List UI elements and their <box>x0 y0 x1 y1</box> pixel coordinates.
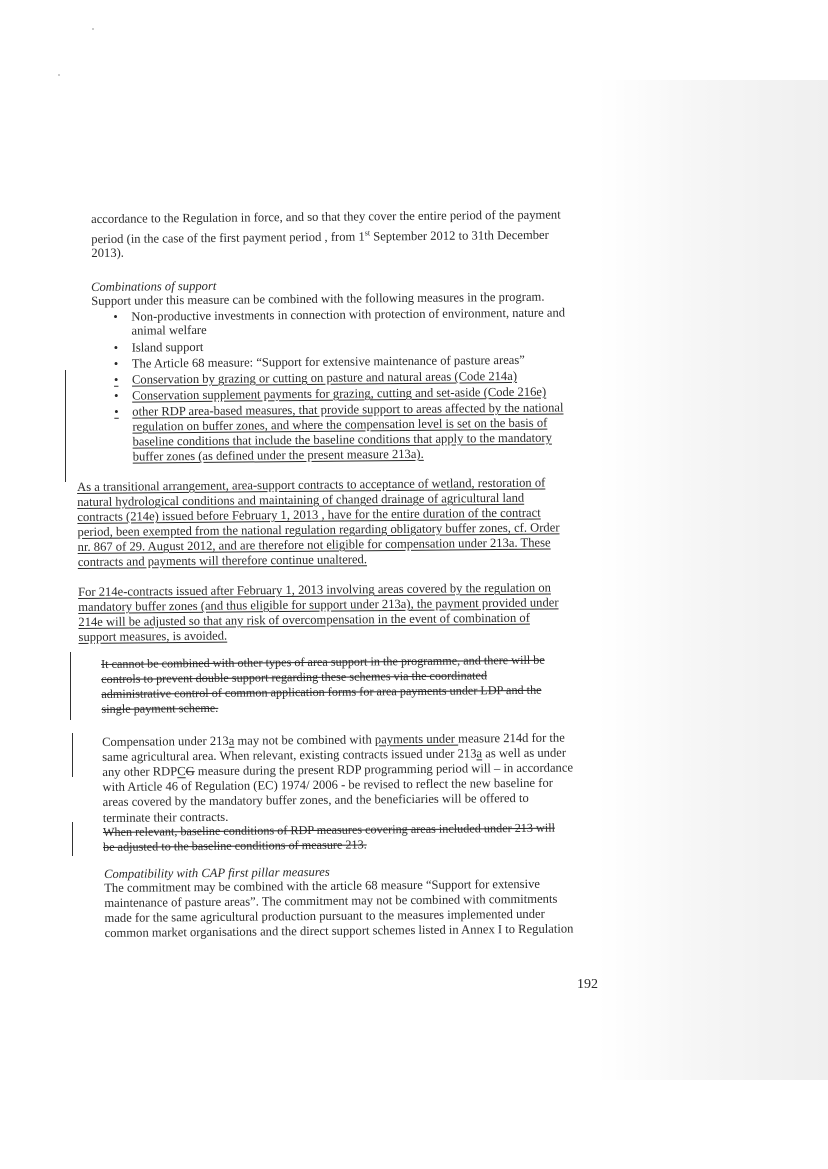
text-line: period, been exempted from the national regulation regarding obligatory buffer zones, cf. Order <box>77 520 560 539</box>
text-line: areas covered by the mandatory buffer zones, and the beneficiaries will be offered to <box>102 790 529 809</box>
section-lead: Support under this measure can be combined with the following measures in the program. <box>91 289 545 308</box>
text-line: Compensation under 213a may not be combined with payments under measure 214d for the <box>102 730 565 749</box>
text-line: The commitment may be combined with the article 68 measure “Support for extensive <box>104 876 541 895</box>
list-item: • Non-productive investments in connection with protection of environment, nature and <box>113 305 566 324</box>
text-line: For 214e-contracts issued after February 1, 2013 involving areas covered by the regulation on <box>78 580 551 599</box>
text-line: 2013). <box>91 245 124 260</box>
change-bar <box>70 652 71 720</box>
scan-speck <box>92 28 94 30</box>
text-line: common market organisations and the direct support schemes listed in Annex I to Regulation <box>104 921 574 940</box>
text-line: contracts and payments will therefore continue unaltered. <box>77 552 368 569</box>
text-line: be adjusted to the baseline conditions of measure 213. <box>103 837 367 854</box>
list-item-continuation: buffer zones (as defined under the present measure 213a). <box>132 446 424 464</box>
section-heading: Combinations of support <box>91 278 217 294</box>
text-line: same agricultural area. When relevant, existing contracts issued under 213a as well as under <box>102 745 567 764</box>
change-bar <box>65 370 66 482</box>
list-item: • Conservation supplement payments for grazing, cutting and set-aside (Code 216e) <box>114 384 547 403</box>
text-line: It cannot be combined with other types of area support in the programme, and there will be <box>101 652 545 671</box>
text-line: single payment scheme. <box>101 700 219 716</box>
list-item-continuation: baseline conditions that include the baseline conditions that apply to the mandatory <box>132 430 552 449</box>
text-line: maintenance of pasture areas”. The commitment may not be combined with commitments <box>104 891 558 910</box>
text-line: terminate their contracts. <box>102 809 229 825</box>
list-item: • Island support <box>113 339 204 355</box>
list-item: • The Article 68 measure: “Support for extensive maintenance of pasture areas” <box>113 352 525 371</box>
text-line: accordance to the Regulation in force, and so that they cover the entire period of the payment <box>91 207 561 226</box>
text-line: administrative control of common application forms for area payments under LDP and the <box>101 682 542 701</box>
text-line: period (in the case of the first payment period , from 1st September 2012 to 31th December <box>91 227 549 247</box>
list-item: • Conservation by grazing or cutting on pasture and natural areas (Code 214a) <box>113 368 518 387</box>
text-line: any other RDPCG measure during the present RDP programming period will – in accordance <box>102 760 574 779</box>
scan-shadow <box>598 80 828 1080</box>
scan-speck <box>58 74 60 76</box>
text-line: controls to prevent double support regarding these schemes via the coordinated <box>101 668 488 686</box>
text-line: natural hydrological conditions and maintaining of changed drainage of agricultural land <box>77 490 525 509</box>
text-line: support measures, is avoided. <box>78 628 228 644</box>
text-line: When relevant, baseline conditions of RDP measures covering areas included under 213 will <box>102 820 556 839</box>
text-line: nr. 867 of 29. August 2012, and are therefore not eligible for compensation under 213a. These <box>77 535 551 554</box>
list-item-continuation: regulation on buffer zones, and where the compensation level is set on the basis of <box>132 415 548 434</box>
text-line: with Article 46 of Regulation (EC) 1974/ 2006 - be revised to reflect the new baseline for <box>102 775 553 794</box>
section-heading: Compatibility with CAP first pillar measures <box>104 864 330 881</box>
text-line: contracts (214e) issued before February 1, 2013 , have for the entire duration of the contract <box>77 505 541 524</box>
text-line: 214e will be adjusted so that any risk of overcompensation in the event of combination of <box>78 610 530 629</box>
list-item: • other RDP area-based measures, that provide support to areas affected by the national <box>114 400 564 419</box>
list-item-continuation: animal welfare <box>131 322 207 338</box>
page-number: 192 <box>577 977 598 992</box>
change-bar <box>72 822 73 856</box>
change-bar <box>72 733 73 777</box>
text-line: As a transitional arrangement, area-support contracts to acceptance of wetland, restoration of <box>77 475 546 494</box>
text-line: made for the same agricultural production pursuant to the measures implemented under <box>104 906 545 925</box>
text-line: mandatory buffer zones (and thus eligible for support under 213a), the payment provided under <box>78 595 559 614</box>
